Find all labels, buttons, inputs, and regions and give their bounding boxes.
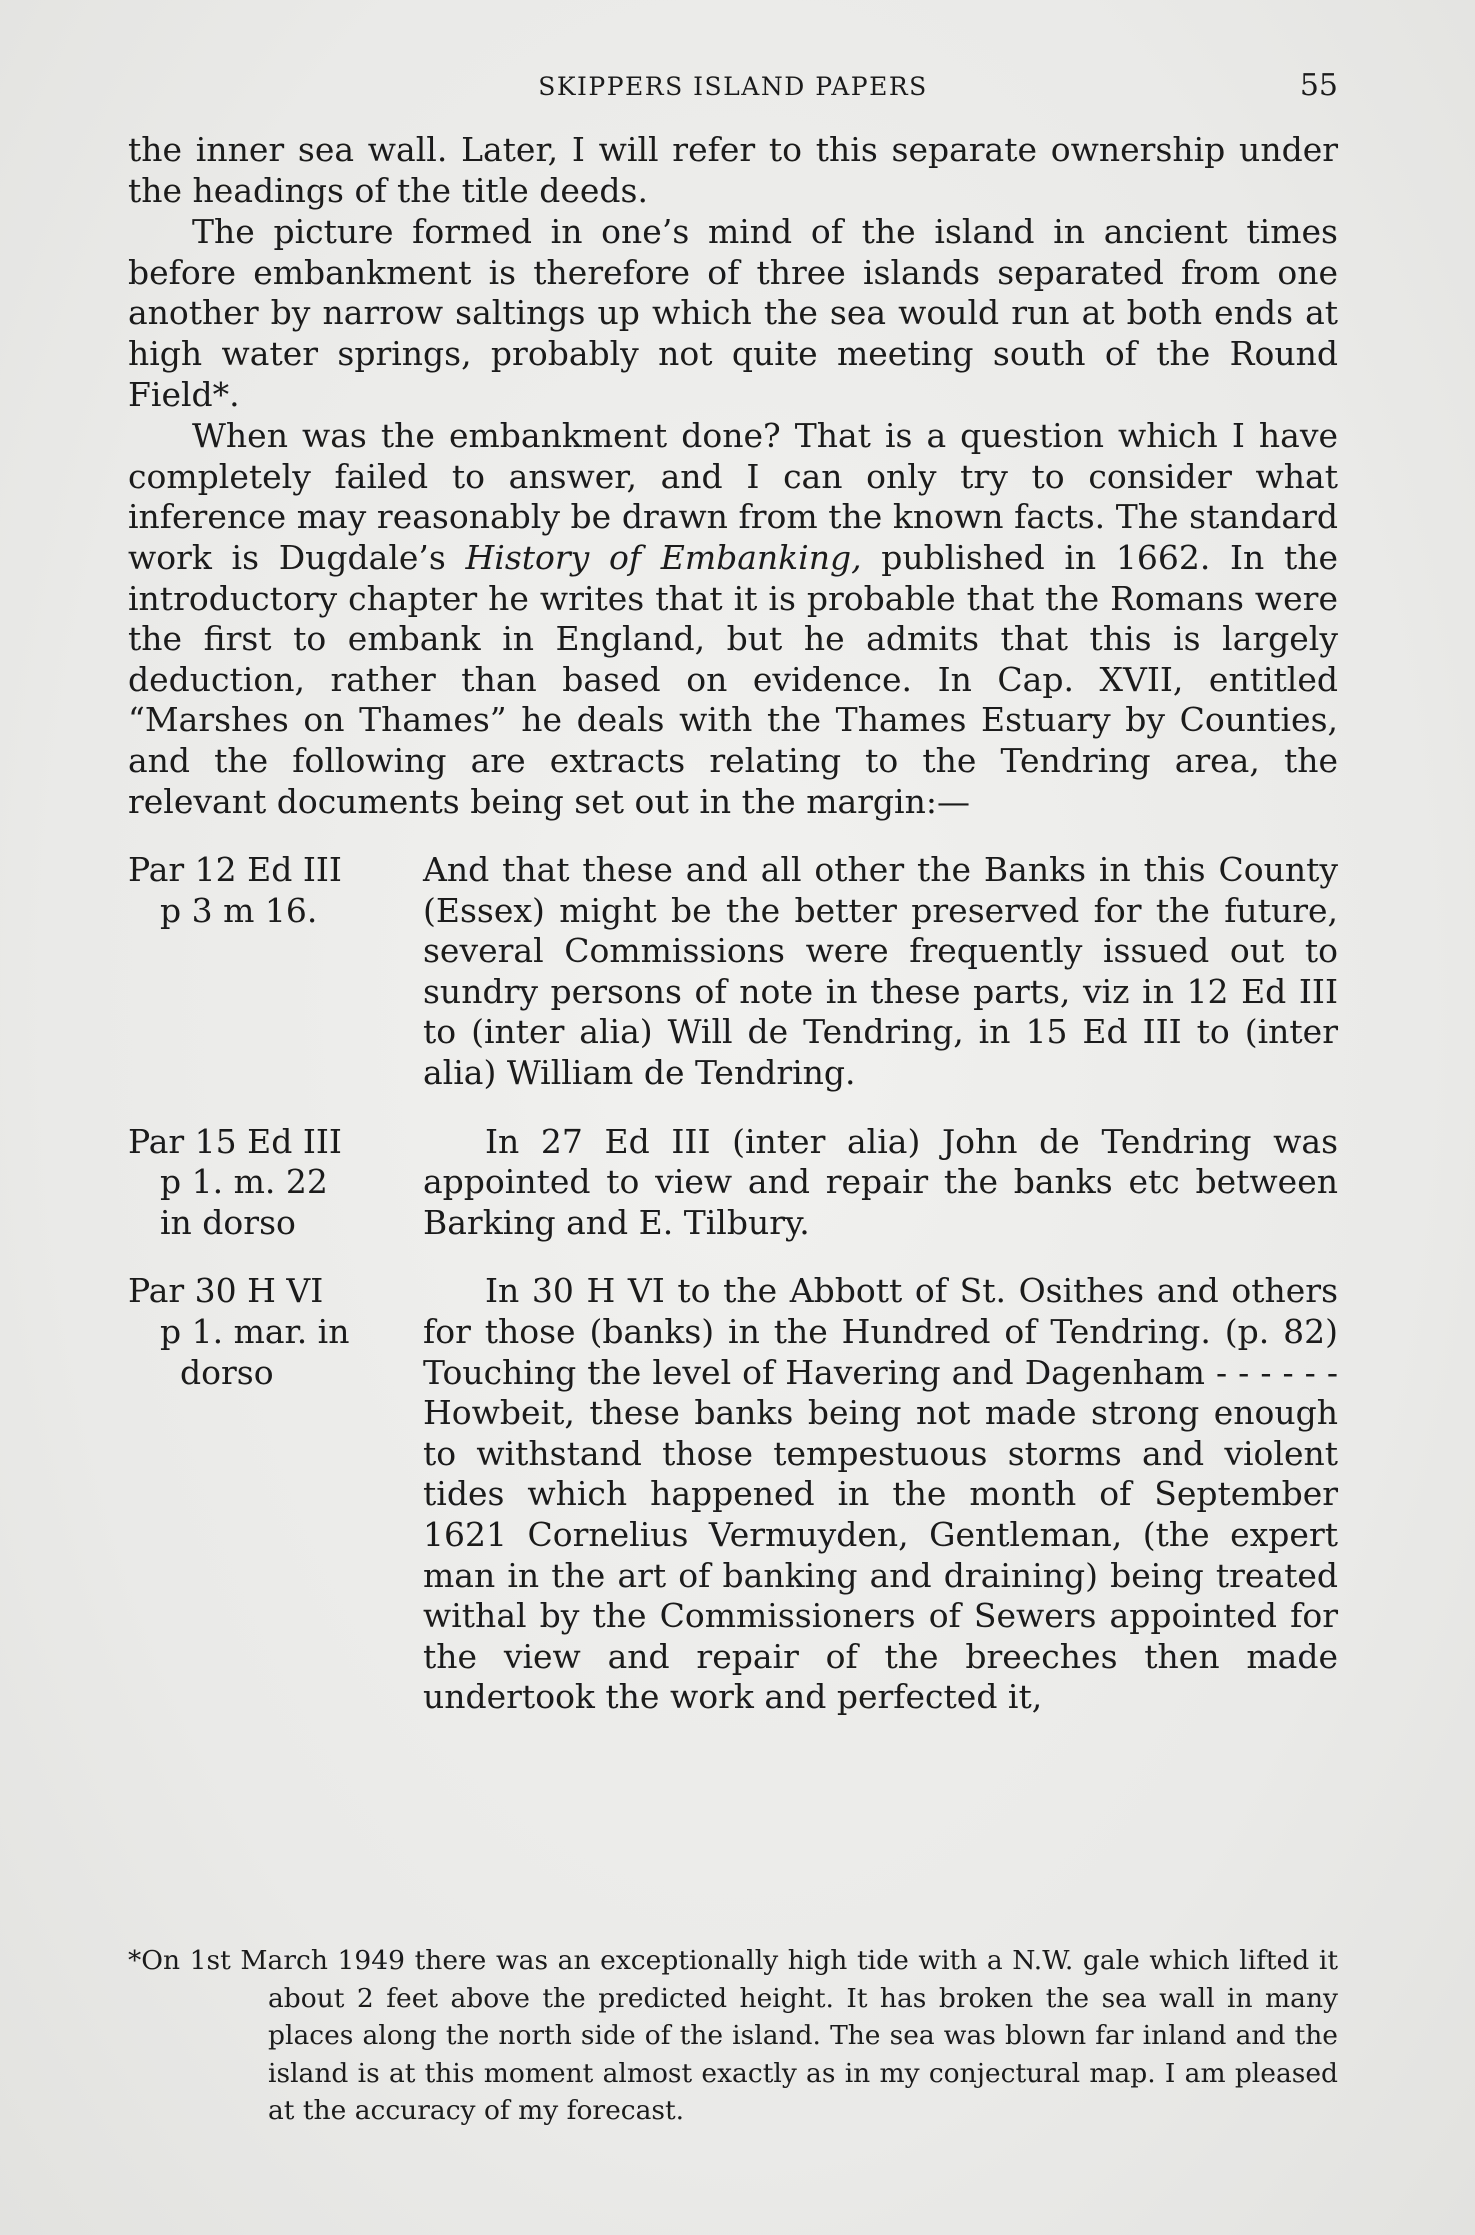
footnote — [128, 1942, 1338, 2130]
margin-entry — [128, 850, 1338, 1094]
dugdale-after-title: published in 1662. In the introductory chapter he writes that it is probable that the Romans were the first to embank in England, but he admits that this is largely deduction, rather than based on evidence. In Cap. XVII, entitled “Marshes on Thames” he deals with the Thames Estuary by Counties, and the following are extracts relating to the Tendring area, the relevant documents being set out in the margin:— — [128, 537, 1338, 821]
entry-text: In 30 H VI to the Abbott of St. Osithes and others for those (banks) in the Hundred of Tendring. (p. 82) Touching the level of Havering and Dagenham - - - - - - Howbeit, these banks being not made strong enough to withstand those tempestuous storms and violent tides which happened in the month of September 1621 Cornelius Vermuyden, Gentleman, (the expert man in the art of banking and draining) being treated withal by the Commissioners of Sewers appointed for the view and repair of the breeches then made undertook the work and perfected it, — [423, 1271, 1338, 1717]
reference-line: in dorso — [160, 1202, 296, 1242]
reference-line: Par 15 Ed III — [128, 1121, 342, 1161]
entry-text: And that these and all other the Banks in this County (Essex) might be the better preserved for the future, several Commissions were frequently issued out to sundry persons of note in these parts, viz in 12 Ed III to (inter alia) Will de Tendring, in 15 Ed III to (inter alia) William de Tendring. — [423, 850, 1338, 1093]
page-header — [128, 68, 1338, 108]
margin-entry — [128, 1271, 1338, 1718]
margin-reference — [128, 1122, 423, 1244]
paragraph-embankment-question — [128, 416, 1338, 822]
footnote-text: *On 1st March 1949 there was an exceptionally high tide with a N.W. gale which lifted it about 2 feet above the predicted height. It has broken the sea wall in many places along the north side of the island. The sea was blown far inland and the island is at this moment almost exactly as in my conjectural map. I am pleased at the accuracy of my forecast. — [128, 1945, 1338, 2126]
paragraph-embankment-text: When was the embankment done? That is a question which I have completely failed to answer, and I can only try to consider what inference may reasonably be drawn from the known facts. — [128, 416, 1338, 537]
dugdale-before-title: The standard work is Dugdale’s — [128, 497, 1338, 577]
running-head: SKIPPERS ISLAND PAPERS — [538, 72, 928, 101]
reference-line: p 1. m. 22 — [160, 1162, 328, 1202]
entry-text: In 27 Ed III (inter alia) John de Tendring was appointed to view and repair the banks etc between Barking and E. Tilbury. — [423, 1121, 1338, 1242]
reference-line: p 3 m 16. — [160, 890, 318, 930]
reference-line: Par 12 Ed III — [128, 850, 342, 890]
body-text — [128, 130, 1338, 1718]
paragraph-three-islands: The picture formed in one’s mind of the island in ancient times before embankment is therefore of three islands separated from one another by narrow saltings up which the sea would run at both ends at high water springs, probably not quite meeting south of the Round Field*. — [128, 212, 1338, 414]
reference-line: p 1. mar. in — [160, 1312, 350, 1352]
margin-reference — [128, 850, 423, 1094]
reference-line: dorso — [180, 1352, 274, 1392]
reference-line: Par 30 H VI — [128, 1271, 324, 1311]
dugdale-book-title: History of Embanking, — [465, 537, 862, 577]
margin-reference — [128, 1271, 423, 1718]
page-number: 55 — [1299, 68, 1338, 103]
margin-entry — [128, 1122, 1338, 1244]
paragraph-continuation: the inner sea wall. Later, I will refer to this separate ownership under the headings of the title deeds. — [128, 130, 1338, 210]
